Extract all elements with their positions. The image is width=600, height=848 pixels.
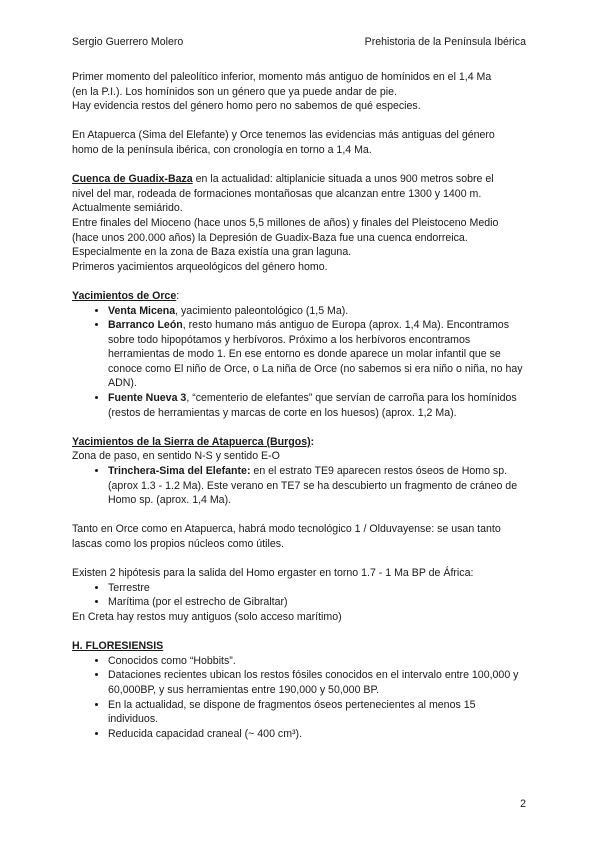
- guadix-line: Especialmente en la zona de Baza existía una gran laguna.: [72, 246, 352, 259]
- site-name: Trinchera-Sima del Elefante:: [108, 465, 251, 478]
- site-text: en el estrato TE9 aparecen restos óseos de Homo sp. (aprox 1.3 - 1.2 Ma). Este verano en TE7 se ha descubierto un fragmento de cráneo de Homo sp. (aprox. 1,4 Ma).: [108, 465, 518, 507]
- list-item: • Marítima (por el estrecho de Gibraltar): [108, 595, 528, 610]
- floresiensis-title: H. FLORESIENSIS: [72, 640, 164, 653]
- list-item: • Reducida capacidad craneal (~ 400 cm³).: [108, 727, 528, 742]
- sierra-title-suffix: :: [310, 435, 315, 448]
- guadix-line: Actualmente semiárido.: [72, 202, 183, 215]
- list-item: [108, 318, 528, 391]
- sierra-list: [72, 464, 528, 508]
- guadix-text: en la actualidad: altiplanicie situada a unos 900 metros sobre el: [192, 173, 494, 186]
- guadix-paragraph: [72, 172, 528, 187]
- guadix-line: Entre finales del Mioceno (hace unos 5,5 millones de años) y finales del Pleistoceno Medio: [72, 216, 499, 229]
- intro-line: (en la P.I.). Los homínidos son un género que ya puede andar de pie.: [72, 85, 397, 98]
- list-item: [108, 304, 528, 319]
- atapuerca-orce-line: homo de la península ibérica, con cronología en torno a 1,4 Ma.: [72, 143, 372, 156]
- modo-line: lascas como los propios núcleos como útiles.: [72, 538, 284, 550]
- list-item: • Terrestre: [108, 581, 528, 596]
- list-item: • Conocidos como “Hobbits”.: [108, 654, 528, 669]
- list-item: [108, 464, 528, 508]
- sierra-title: Yacimientos de la Sierra de Atapuerca (Burgos): [72, 435, 311, 448]
- intro-line: Hay evidencia restos del género homo pero no sabemos de qué especies.: [72, 100, 421, 113]
- guadix-title: Cuenca de Guadix-Baza: [72, 173, 193, 186]
- atapuerca-orce-line: En Atapuerca (Sima del Elefante) y Orce tenemos las evidencias más antiguas del género: [72, 129, 495, 142]
- site-text: , yacimiento paleontológico (1,5 Ma).: [175, 304, 349, 317]
- site-text: , “cementerio de elefantes” que servían de carroña para los homínidos (restos de herramientas y marcas de corte en los huesos) (aprox. 1,2 Ma).: [108, 392, 517, 419]
- guadix-line: Primeros yacimientos arqueológicos del género homo.: [72, 260, 328, 273]
- hipotesis-outro: En Creta hay restos muy antiguos (solo acceso marítimo): [72, 610, 342, 623]
- intro-line: Primer momento del paleolítico inferior, momento más antiguo de homínidos en el 1,4 Ma: [72, 71, 492, 83]
- modo-line: Tanto en Orce como en Atapuerca, habrá modo tecnológico 1 / Olduvayense: se usan tanto: [72, 523, 501, 536]
- header-course: Prehistoria de la Península Ibérica: [364, 36, 526, 48]
- site-name: Barranco León: [108, 319, 183, 332]
- floresiensis-heading: [72, 639, 528, 654]
- orce-title: Yacimientos de Orce: [72, 289, 177, 302]
- list-item: [108, 391, 528, 420]
- hipotesis-list: [72, 581, 528, 610]
- site-name: Venta Micena: [108, 304, 176, 317]
- list-item: • Dataciones recientes ubican los restos fósiles conocidos en el intervalo entre 100,000 y 60,000BP, y sus herramientas entre 190,000 y 50,000 BP.: [108, 668, 528, 697]
- hipotesis-intro: Existen 2 hipótesis para la salida del Homo ergaster en torno 1.7 - 1 Ma BP de África:: [72, 567, 474, 580]
- document-body: [72, 70, 528, 741]
- page-number: 2: [520, 798, 526, 810]
- guadix-line: (hace unos 200.000 años) la Depresión de Guadix-Baza fue una cuenca endorreica.: [72, 231, 468, 244]
- orce-list: [72, 304, 528, 421]
- list-item: • En la actualidad, se dispone de fragmentos óseos pertenecientes al menos 15 individuos.: [108, 698, 528, 727]
- guadix-line: nivel del mar, rodeada de formaciones montañosas que alcanzan entre 1300 y 1400 m.: [72, 187, 482, 200]
- site-text: , resto humano más antiguo de Europa (aprox. 1,4 Ma). Encontramos sobre todo hipopótamos y herbívoros. Próximo a los herbívoros encontramos herramientas de modo 1. En ese entorno es donde aparece un molar infantil que se conoce como El niño de Orce, o La niña de Orce (no sabemos si era niño o niña, no hay ADN).: [108, 319, 523, 390]
- site-name: Fuente Nueva 3: [108, 392, 187, 405]
- orce-heading: [72, 289, 528, 304]
- floresiensis-list: [72, 654, 528, 742]
- sierra-heading: [72, 435, 528, 450]
- header-author: Sergio Guerrero Molero: [72, 36, 184, 48]
- orce-title-suffix: :: [176, 289, 180, 302]
- sierra-intro: Zona de paso, en sentido N-S y sentido E-O: [72, 450, 280, 463]
